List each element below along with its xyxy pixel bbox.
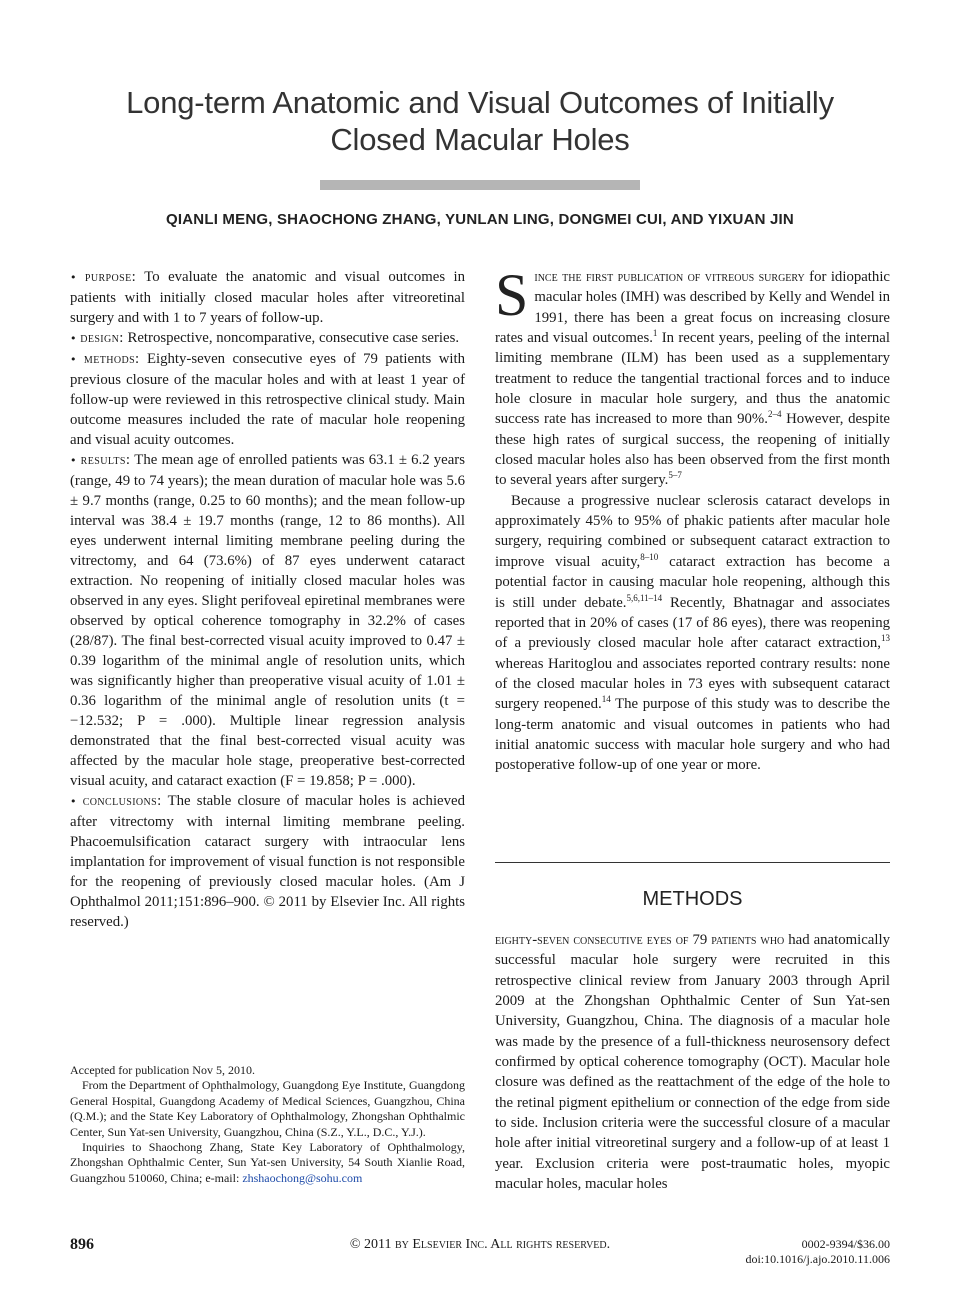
bullet-icon: •: [70, 454, 77, 467]
methods-paragraph: [495, 930, 890, 1194]
methods-body: had anatomically successful macular hole surgery were recruited in this retrospective clinical review from January 2003 through April 2009 at the Zhongshan Ophthalmic Center of Sun Yat-sen University, Guangzhou, China. The diagnosis of a macular hole was made by the presence of a full-thickness neurosensory defect confirmed by optical coherence tomography (OCT). Macular hole closure was defined as the reattachment of the edge of the hole to the retinal pigment epithelium or connection of the edge from side to side. Inclusion criteria were the successful closure of a macular hole after initial vitreoretinal surgery and a follow-up of at least 1 year. Exclusion criteria were post-traumatic holes, myopic macular holes, macular holes: [495, 932, 890, 1193]
article-title: [80, 84, 880, 158]
conclusions-label: conclusions:: [82, 793, 162, 809]
author-list: QIANLI MENG, SHAOCHONG ZHANG, YUNLAN LING, DONGMEI CUI, AND YIXUAN JIN: [166, 211, 794, 228]
inquiries-text: Inquiries to Shaochong Zhang, State Key Laboratory of Ophthalmology, Zhongshan Ophthalmic Center, Sun Yat-sen University, 54 South Xianlie Road, Guangzhou 510060, China; e-mail:: [70, 1140, 465, 1185]
reference-link[interactable]: 13: [881, 633, 890, 644]
conclusions-text: The stable closure of macular holes is achieved after vitrectomy with internal limiting membrane peeling. Phacoemulsification cataract surgery with intraocular lens implantation for improvement of visual function is not responsible for the reopening of previously closed macular holes.: [70, 793, 465, 890]
intro-lead: ince the first publication of vitreous surgery: [534, 269, 805, 285]
intro-text: The purpose of this study was to describe the long-term anatomic and visual outcomes in patients who had initial anatomic success with macular hole surgery and who had postoperative follow-up of one year or more.: [495, 696, 890, 774]
section-divider: [495, 862, 890, 863]
reference-link[interactable]: 14: [601, 694, 611, 705]
copyright-notice: © 2011 by Elsevier Inc. All rights reserved.: [349, 1237, 611, 1252]
reference-link[interactable]: 1: [652, 328, 658, 339]
intro-paragraph-1: [495, 262, 890, 491]
design-label: design:: [80, 330, 124, 346]
issn-price: 0002-9394/$36.00: [801, 1237, 890, 1251]
doi[interactable]: doi:10.1016/j.ajo.2010.11.006: [745, 1252, 890, 1266]
abstract-citation: (Am J Ophthalmol 2011;151:896–900. © 2011 by Elsevier Inc. All rights reserved.): [70, 874, 465, 930]
reference-link[interactable]: 2–4: [767, 409, 782, 420]
intro-text: Recently, Bhatnagar and associates reported that in 20% of cases (17 of 86 eyes), there was reopening of a previously closed macular hole after cataract extraction,: [495, 594, 890, 652]
page-number: 896: [70, 1236, 94, 1253]
accepted-note: Accepted for publication Nov 5, 2010.: [70, 1063, 255, 1077]
abstract-purpose: [70, 267, 465, 328]
title-line-1: Long-term Anatomic and Visual Outcomes of Initially: [126, 85, 834, 120]
abstract-design: [70, 328, 465, 349]
journal-identifiers: [745, 1237, 890, 1267]
email-link[interactable]: zhshaochong@sohu.com: [242, 1170, 363, 1185]
inquiries-note: [70, 1140, 465, 1186]
drop-cap: S: [495, 262, 529, 328]
results-label: results:: [80, 452, 131, 468]
abstract-results: [70, 450, 465, 791]
affiliation-note: From the Department of Ophthalmology, Guangdong Eye Institute, Guangdong General Hospital, Guangdong Academy of Medical Sciences, Guangzhou, China (Q.M.); and the State Key Laboratory of Ophthalmology, Zhongshan Ophthalmic Center, Sun Yat-sen University, Guangzhou, China (S.Z., Y.L., D.C., Y.J.).: [70, 1078, 465, 1139]
reference-link[interactable]: 8–10: [640, 551, 659, 562]
design-text: Retrospective, noncomparative, consecutive case series.: [127, 330, 460, 346]
abstract-conclusions: [70, 791, 465, 932]
footnotes: [70, 1063, 465, 1186]
intro-text: for idiopathic macular holes (IMH) was described by Kelly and Wendel in 1991, there has been a great focus on increasing closure rates and visual outcomes.: [495, 269, 890, 347]
abstract-methods: [70, 349, 465, 450]
bullet-icon: •: [70, 332, 77, 345]
intro-paragraph-2: [495, 491, 890, 776]
methods-label: methods:: [83, 351, 140, 367]
title-divider-bar: [320, 180, 640, 190]
results-text: The mean age of enrolled patients was 63.1 ± 6.2 years (range, 49 to 74 years); the mean duration of macular hole was 5.6 ± 9.7 months (range, 0.25 to 60 months); and the mean follow-up interval was 38.4 ± 19.7 months (range, 12 to 86 months). All eyes underwent internal limiting membrane peeling during the vitrectomy, and 64 (73.6%) of 87 eyes underwent cataract extraction. No reopening of initially closed macular holes was observed in any eyes. Slight perifoveal epiretinal membranes were observed by optical coherence tomography in 32.2% of cases (28/87). The final best-corrected visual acuity improved to 0.47 ± 0.39 logarithm of the minimal angle of resolution units, which was significantly higher than preoperative visual acuity of 1.01 ± 0.36 logarithm of the minimal angle of resolution units (t = −12.532; P = .000). Multiple linear regression analysis demonstrated that the final best-corrected visual acuity was affected by the macular hole stage, preoperative best-corrected visual acuity, and cataract exaction (F = 19.858; P = .000).: [70, 452, 465, 789]
intro-text: cataract extraction has become a potential factor in causing macular hole reopening, although this is still under debate.: [495, 553, 890, 611]
methods-lead: eighty-seven consecutive eyes of 79 patients who: [495, 932, 785, 948]
intro-text: whereas Haritoglou and associates reported contrary results: none of the closed macular holes in 73 eyes with subsequent cataract surgery reopened.: [495, 655, 890, 713]
abstract: [70, 267, 465, 932]
intro-text: However, despite these high rates of surgical success, the reopening of initially closed macular holes also has been observed from the first month to several years after surgery.: [495, 411, 890, 489]
bullet-icon: •: [70, 271, 77, 284]
intro-text: In recent years, peeling of the internal limiting membrane (ILM) has been used as a supplementary treatment to reduce the tangential tractional forces and to induce hole closure in macular hole surgery, and thus the anatomic success rate has increased to more than 90%.: [495, 330, 890, 428]
reference-link[interactable]: 5,6,11–14: [626, 592, 663, 603]
methods-text: Eighty-seven consecutive eyes of 79 patients with previous closure of the macular holes and with at least 1 year of follow-up were reviewed in this retrospective clinical study. Main outcome measures included the rate of macular hole reopening and visual acuity outcomes.: [70, 351, 466, 448]
bullet-icon: •: [70, 795, 77, 808]
title-line-2: Closed Macular Holes: [330, 122, 630, 157]
methods-heading: METHODS: [642, 888, 743, 910]
intro-text: Because a progressive nuclear sclerosis cataract develops in approximately 45% to 95% of phakic patients after macular hole surgery, requiring combined or subsequent cataract extraction to improve visual acuity,: [495, 492, 890, 570]
introduction: [495, 262, 890, 776]
bullet-icon: •: [70, 353, 77, 366]
purpose-text: To evaluate the anatomic and visual outcomes in patients with initially closed macular holes after vitreoretinal surgery and with 1 to 7 years of follow-up.: [70, 269, 465, 326]
methods-section: [495, 930, 890, 1194]
purpose-label: purpose:: [84, 269, 137, 285]
reference-link[interactable]: 5–7: [668, 470, 682, 481]
